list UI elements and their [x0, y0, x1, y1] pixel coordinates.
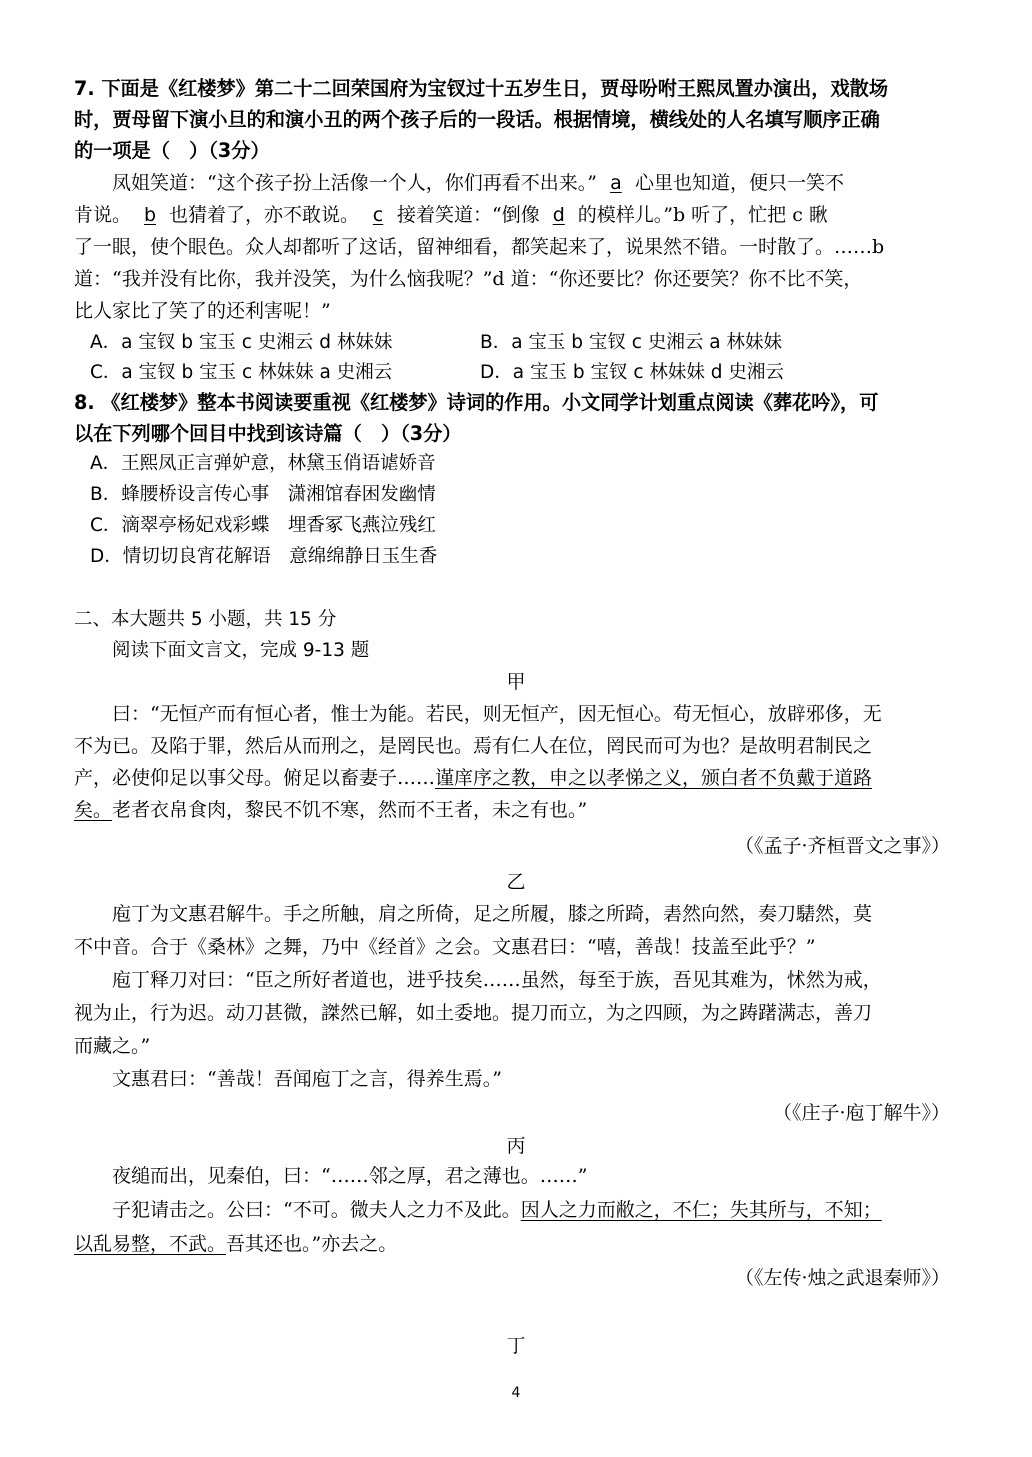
q8-option-c: C．滴翠亭杨妃戏彩蝶 埋香冢飞燕泣残红 — [90, 515, 436, 536]
blank-b: b — [143, 204, 157, 226]
blank-c: c — [372, 204, 384, 226]
yi-line-2: 不中音。合于《桑林》之舞，乃中《经首》之会。文惠君曰：“嘻，善哉！技盖至此乎？” — [74, 936, 816, 958]
q7-passage-line-5: 比人家比了笑了的还利害呢！” — [74, 300, 331, 322]
jia-underlined-sentence: 谨庠序之教，申之以孝悌之义，颁白者不负戴于道路 — [435, 767, 873, 789]
q7-passage-line-3: 了一眼，使个眼色。众人却都听了这话，留神细看，都笑起来了，说果然不错。一时散了。……b — [74, 236, 885, 258]
yi-line-3: 庖丁释刀对曰：“臣之所好者道也，进乎技矣……虽然，每至于族，吾见其难为，怵然为戒， — [112, 969, 882, 991]
passage-jia-label: 甲 — [506, 671, 526, 693]
q8-option-a: A．王熙凤正言弹妒意，林黛玉俏语谑娇音 — [90, 453, 436, 474]
passage-ding-label: 丁 — [506, 1335, 526, 1357]
page-number: 4 — [511, 1385, 521, 1401]
q7-stem-line-1: 7. 下面是《红楼梦》第二十二回荣国府为宝钗过十五岁生日，贾母吩咐王熙凤置办演出，戏散场 — [74, 77, 889, 100]
q7-stem-line-3: 的一项是（ ）（3分） — [74, 139, 270, 162]
blank-a: a — [610, 172, 622, 194]
yi-source: （《庄子·庖丁解牛》） — [772, 1102, 950, 1124]
bing-underlined-sentence: 因人之力而敝之，不仁；失其所与，不知； — [520, 1199, 882, 1221]
bing-line-1: 夜缒而出，见秦伯，曰：“……邻之厚，君之薄也。……” — [112, 1165, 588, 1187]
bing-source: （《左传·烛之武退秦师》） — [734, 1267, 950, 1289]
jia-line-2: 不为已。及陷于罪，然后从而刑之，是罔民也。焉有仁人在位，罔民而可为也？是故明君制民之 — [74, 735, 873, 757]
yi-line-4: 视为止，行为迟。动刀甚微，謋然已解，如土委地。提刀而立，为之四顾，为之踌躇满志，善刀 — [74, 1002, 873, 1024]
yi-line-6: 文惠君曰：“善哉！吾闻庖丁之言，得养生焉。” — [112, 1068, 502, 1090]
section-2-title: 二、本大题共 5 小题，共 15 分 — [74, 609, 337, 630]
q8-option-b: B．蜂腰桥设言传心事 潇湘馆春困发幽情 — [90, 484, 436, 505]
q8-option-d: D．情切切良宵花解语 意绵绵静日玉生香 — [90, 546, 438, 567]
q7-passage-line-4: 道：“我并没有比你，我并没笑，为什么恼我呢？”d 道：“你还要比？你还要笑？你不比不笑， — [74, 268, 863, 290]
bing-line-3: 以乱易整，不武。吾其还也。”亦去之。 — [74, 1233, 398, 1255]
jia-line-4: 矣。老者衣帛食肉，黎民不饥不寒，然而不王者，未之有也。” — [74, 799, 588, 821]
q7-option-d: D．a 宝玉 b 宝钗 c 林妹妹 d 史湘云 — [480, 362, 784, 383]
blank-d: d — [552, 204, 565, 226]
yi-line-1: 庖丁为文惠君解牛。手之所触，肩之所倚，足之所履，膝之所踦，砉然向然，奏刀騞然，莫 — [112, 903, 873, 925]
yi-line-5: 而藏之。” — [74, 1035, 151, 1057]
jia-line-1: 曰：“无恒产而有恒心者，惟士为能。若民，则无恒产，因无恒心。苟无恒心，放辟邪侈，无 — [112, 703, 882, 725]
q7-passage-line-1: 凤姐笑道：“这个孩子扮上活像一个人，你们再看不出来。” a 心里也知道，便只一笑不 — [112, 172, 844, 194]
passage-yi-label: 乙 — [506, 871, 526, 893]
passage-bing-label: 丙 — [506, 1135, 526, 1157]
jia-source: （《孟子·齐桓晋文之事》） — [734, 835, 950, 857]
q7-option-b: B．a 宝玉 b 宝钗 c 史湘云 a 林妹妹 — [480, 332, 782, 353]
q8-stem-line-2: 以在下列哪个回目中找到该诗篇（ ）（3分） — [74, 422, 462, 445]
q8-stem-line-1: 8. 《红楼梦》整本书阅读要重视《红楼梦》诗词的作用。小文同学计划重点阅读《葬花吟》，可 — [74, 391, 879, 414]
q7-passage-line-2: 肯说。 b 也猜着了，亦不敢说。 c 接着笑道：“倒像 d 的模样儿。”b 听了，忙把 c 瞅 — [74, 204, 828, 226]
section-2-instruction: 阅读下面文言文，完成 9-13 题 — [112, 640, 370, 661]
bing-line-2: 子犯请击之。公曰：“不可。微夫人之力不及此。因人之力而敝之，不仁；失其所与，不知； — [112, 1199, 882, 1221]
q7-option-a: A．a 宝钗 b 宝玉 c 史湘云 d 林妹妹 — [90, 332, 393, 353]
q7-stem-line-2: 时，贾母留下演小旦的和演小丑的两个孩子后的一段话。根据情境，横线处的人名填写顺序正确 — [74, 108, 880, 131]
q7-option-c: C．a 宝钗 b 宝玉 c 林妹妹 a 史湘云 — [90, 362, 393, 383]
jia-line-3: 产，必使仰足以事父母。俯足以畜妻子……谨庠序之教，申之以孝悌之义，颁白者不负戴于道路 — [74, 767, 873, 789]
